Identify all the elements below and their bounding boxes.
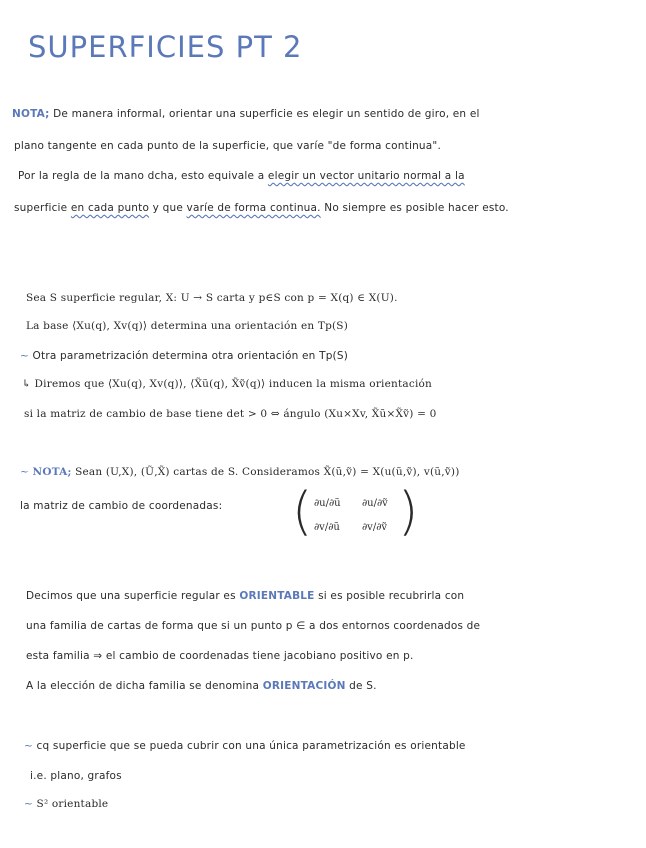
block3-text1c: si es posible recubrirla con	[318, 590, 465, 602]
nota1-text4a: superficie	[14, 202, 68, 214]
block4-text3: S² orientable	[36, 798, 109, 810]
block3-text4c: de S.	[349, 680, 377, 692]
jacobian-matrix: ( ∂u/∂ũ ∂u/∂ṽ ∂v/∂ũ ∂v/∂ṽ )	[292, 482, 419, 542]
block2-text3: Otra parametrización determina otra orientación en Tp(S)	[32, 350, 349, 362]
matrix-cell: ∂v/∂ũ	[314, 522, 340, 533]
block3-line3: esta familia ⇒ el cambio de coordenadas tiene jacobiano positivo en p.	[26, 650, 414, 662]
nota2-text1: Sean (U,X), (Ũ,X̃) cartas de S. Consideramos X̃(ũ,ṽ) = X(u(ũ,ṽ), v(ũ,ṽ))	[75, 466, 460, 478]
nota1-text4d: varíe de forma continua.	[186, 202, 321, 214]
block3-line4	[26, 680, 377, 692]
matrix-cell: ∂u/∂ũ	[314, 498, 341, 509]
tilde-icon: ~	[24, 740, 33, 752]
block3-text1a: Decimos que una superficie regular es	[26, 590, 236, 602]
orientable-keyword: ORIENTABLE	[239, 590, 315, 602]
tilde-icon: ~	[20, 350, 29, 362]
tilde-icon: ~	[20, 466, 29, 478]
block3-line2: una familia de cartas de forma que si un punto p ∈ a dos entornos coordenados de	[26, 620, 481, 632]
block3-line1	[26, 590, 464, 602]
arrow-icon: ↳	[22, 378, 31, 390]
block2-line1: Sea S superficie regular, X: U → S carta y p∈S con p = X(q) ∈ X(U).	[26, 292, 398, 304]
block2-line4	[22, 378, 432, 390]
matrix-cell: ∂u/∂ṽ	[362, 498, 388, 509]
block4-line3	[24, 798, 108, 810]
page-title: SUPERFICIES PT 2	[28, 30, 303, 64]
nota1-line1	[12, 108, 480, 120]
nota1-text1: De manera informal, orientar una superficie es elegir un sentido de giro, en el	[53, 108, 480, 120]
nota2-label: NOTA;	[32, 466, 72, 478]
nota1-line3	[18, 170, 465, 182]
block3-text4a: A la elección de dicha familia se denomina	[26, 680, 260, 692]
block4-line2: i.e. plano, grafos	[30, 770, 122, 782]
nota1-line4	[14, 202, 509, 214]
matrix-cell: ∂v/∂ṽ	[362, 522, 388, 533]
nota2-line1	[20, 466, 460, 478]
nota1-text3a: Por la regla de la mano dcha, esto equivale a	[18, 170, 265, 182]
block2-line5: si la matriz de cambio de base tiene det > 0 ⇔ ángulo (Xu×Xv, X̃ũ×X̃ṽ) = 0	[24, 408, 437, 420]
orientacion-keyword: ORIENTACIÓN	[262, 680, 346, 692]
block2-line2: La base ⟨Xu(q), Xv(q)⟩ determina una orientación en Tp(S)	[26, 320, 348, 332]
block4-text1: cq superficie que se pueda cubrir con una única parametrización es orientable	[36, 740, 466, 752]
nota1-text4e: No siempre es posible hacer esto.	[324, 202, 509, 214]
block2-text4: Diremos que ⟨Xu(q), Xv(q)⟩, ⟨X̃ũ(q), X̃ṽ(q)⟩ inducen la misma orientación	[34, 378, 432, 390]
block4-line1	[24, 740, 466, 752]
nota1-text3b: elegir un vector unitario normal a la	[267, 170, 465, 182]
block2-line3	[20, 350, 348, 362]
nota1-text4b: en cada punto	[70, 202, 150, 214]
nota2-line2: la matriz de cambio de coordenadas:	[20, 500, 223, 512]
nota1-label: NOTA;	[12, 108, 50, 120]
nota1-text4c: y que	[152, 202, 183, 214]
tilde-icon: ~	[24, 798, 33, 810]
nota1-line2: plano tangente en cada punto de la superficie, que varíe "de forma continua".	[14, 140, 441, 152]
